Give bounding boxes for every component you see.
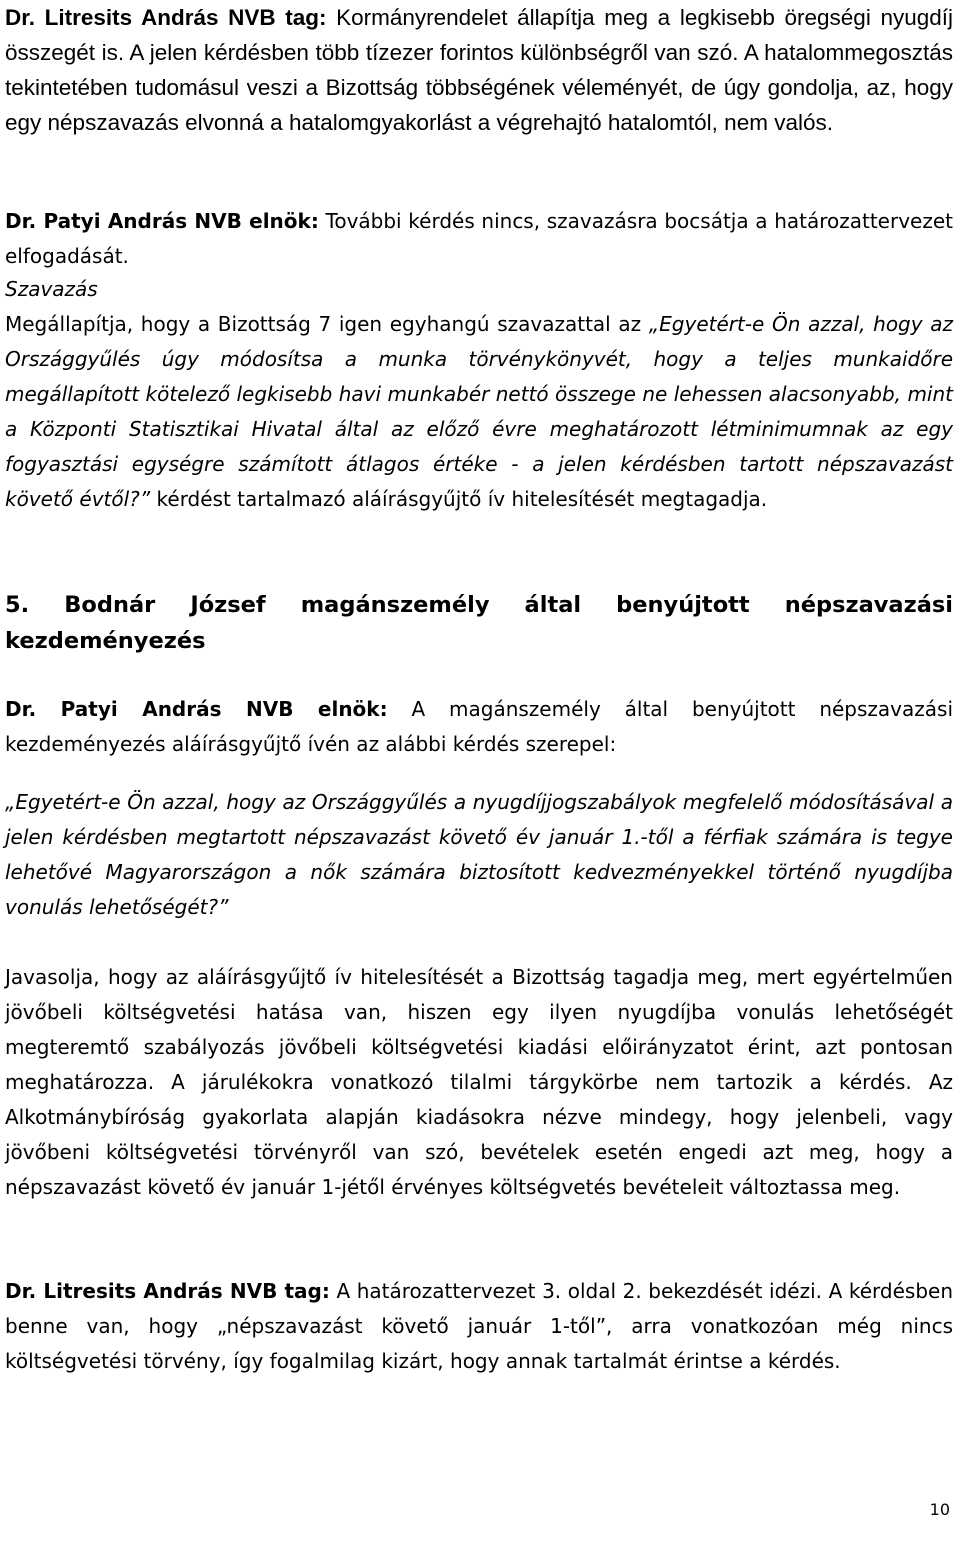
paragraph-patyi-2 (5, 692, 953, 762)
paragraph-litresits-2 (5, 1274, 953, 1379)
quoted-question: „Egyetért-e Ön azzal, hogy az Országgyűlés a nyugdíjjogszabályok megfelelő módosításával a jelen kérdésben megtartott népszavazást követő év január 1.-től a férfiak számára is tegye lehetővé Magyarországon a nők számára biztosított kedvezményekkel történő nyugdíjba vonulás lehetőségét?” (5, 790, 953, 919)
decision-quoted-question: „Egyetért-e Ön azzal, hogy az Országgyűlés úgy módosítsa a munka törvénykönyvét, hogy a teljes munkaidőre megállapított kötelező legkisebb havi munkabér nettó összege ne lehessen alacsonyabb, mint a Központi Statisztikai Hivatal által az előző évre meghatározott létminimumnak az egy fogyasztási egységre számított átlagos értéke - a jelen kérdésben tartott népszavazást követő évtől?” (5, 312, 953, 511)
page-number: 10 (929, 1500, 950, 1519)
paragraph-patyi-1 (5, 204, 953, 274)
paragraph-text: A határozattervezet 3. oldal 2. bekezdését idézi. A kérdésben benne van, hogy „népszavazást követő január 1-től”, arra vonatkozóan még nincs költségvetési törvény, így fogalmilag kizárt, hogy annak tartalmát érintse a kérdés. (5, 1279, 953, 1373)
speaker-label: Dr. Patyi András NVB elnök: (5, 209, 319, 233)
decision-text-after: kérdést tartalmazó aláírásgyűjtő ív hitelesítését megtagadja. (150, 487, 768, 511)
speaker-label: Dr. Litresits András NVB tag: (5, 1279, 330, 1303)
paragraph-text: Kormányrendelet állapítja meg a legkisebb öregségi nyugdíj összegét is. A jelen kérdésben több tízezer forintos különbségről van szó. A hatalommegosztás tekintetében tudomásul veszi a Bizottság többségének véleményét, de úgy gondolja, az, hogy egy népszavazás elvonná a hatalomgyakorlást a végrehajtó hatalomtól, nem valós. (5, 5, 953, 135)
decision-text-before: Megállapítja, hogy a Bizottság 7 igen egyhangú szavazattal az (5, 312, 649, 336)
paragraph-decision (5, 307, 953, 517)
speaker-label: Dr. Patyi András NVB elnök: (5, 697, 388, 721)
paragraph-litresits-1 (5, 0, 953, 140)
paragraph-text: További kérdés nincs, szavazásra bocsátja a határozattervezet elfogadását. (5, 209, 953, 268)
vote-label: Szavazás (5, 277, 98, 301)
paragraph-text: A magánszemély által benyújtott népszavazási kezdeményezés aláírásgyűjtő ívén az alábbi kérdés szerepel: (5, 697, 953, 756)
speaker-label: Dr. Litresits András NVB tag: (5, 5, 327, 30)
paragraph-recommendation: Javasolja, hogy az aláírásgyűjtő ív hitelesítését a Bizottság tagadja meg, mert egyértelműen jövőbeli költségvetési hatása van, hiszen egy ilyen nyugdíjba vonulás lehetőségét megteremtő szabályozás jövőbeli költségvetési kiadási előirányzatot érint, azt pontosan meghatározza. A járulékokra vonatkozó tilalmi tárgykörbe nem tartozik a kérdés. Az Alkotmánybíróság gyakorlata alapján kiadásokra nézve mindegy, hogy jelenbeli, vagy jövőbeni költségvetési törvényről van szó, bevételek esetén engedi azt meg, hogy a népszavazást követő év január 1-jétől érvényes költségvetés bevételeit változtassa meg. (5, 965, 953, 1199)
section-heading-5: 5. Bodnár József magánszemély által benyújtott népszavazási kezdeményezés (5, 592, 953, 654)
